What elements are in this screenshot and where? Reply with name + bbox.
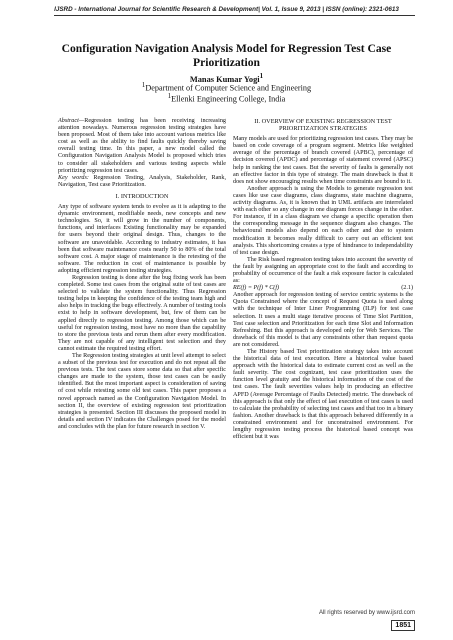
- intro-paragraph-3: The Regression testing strategies at unit level attempt to select a subset of the previous test for execution and do not repeat all the previous tests. The test cases store some data so that after specific changes are made to the system, those test cases can be easily identified. But the most important aspect is consideration of saving of cost while retesting some old test cases. This paper proposes a novel approach named as the Configuration Navigation Model. In section II, the overview of existing regression test prioritization strategies is presented. Section III discusses the proposed model in details and section IV indicates the Challenges posed for the model and concludes with the plan for future research in section V.: [58, 353, 226, 430]
- section-2-heading: II. OVERVIEW OF EXISTING REGRESSION TEST PRIORITIZATION STRATEGIES: [254, 118, 392, 133]
- affiliation-1: [0, 82, 453, 93]
- equation-number: (2.1): [401, 285, 413, 292]
- right-column: [233, 118, 413, 441]
- overview-paragraph-4: Another approach for regression testing of service centric systems is the Quota Constrained where the concept of Request Quota is used along with the technique of Inter Liner Programming (ILP) for test case selection. It uses a multi stage iterative process of Time Slot Partition, Test case selection and Prioritization for each time Slot and Information Refreshing. But this approach is developed only for Web Services. The drawback of this model is that any constraints other than request quota are not considered.: [233, 292, 413, 348]
- page-number: 1851: [391, 620, 415, 631]
- keywords-text: Regression Testing, Analysis, Stakeholder, Rank, Navigation, Test case Prioritization.: [58, 174, 226, 188]
- affiliation-1-sup: 1: [141, 82, 146, 89]
- keywords-label: Key words:: [58, 174, 89, 181]
- intro-paragraph-2: Regression testing is done after the bug fixing work has been completed. Some test cases from the original suite of test cases are selected to validate the system functionality. Thus Regression testing helps in keeping the confidence of the testing team high and also helps in tracking the bugs effectively. A number of testing tools exist to help in software development, but, few of them can be applied directly to regression testing. Among those which can be useful for regression testing, most have no more than the capability to store the previous tests and rerun them after every modification. They are not capable of any intelligent test selection and they cannot estimate the required testing effort.: [58, 274, 226, 352]
- author-name: Manas Kumar Yogi: [189, 74, 260, 84]
- footer-text: All rights reserved by www.ijsrd.com: [318, 610, 415, 616]
- equation: RE(f) = P(f) * C(f): [233, 285, 280, 292]
- affiliation-1-text: Department of Computer Science and Engineering: [145, 83, 312, 93]
- intro-paragraph-1: Any type of software system tends to evolve as it is adapting to the dynamic environment, modifiable needs, new concepts and new technologies. So, it will grow in the number of components, functions, and interfaces Existing functionality may be expanded for users beyond their original design. Thus, changes to the software are unavoidable. According to industry estimates, it has been that software maintenance costs nearly 50 to 80% of the total software cost. A major stage of maintenance is the retesting of the software. The reduction in cost of maintenance is possible by adopting efficient regression testing strategies.: [58, 204, 226, 274]
- affiliation-2-sup: 1: [167, 93, 172, 100]
- affiliation-2-text: Ellenki Engineering College, India: [171, 94, 286, 104]
- abstract-label: Abstract—: [58, 118, 85, 124]
- author-sup: 1: [259, 72, 264, 80]
- overview-paragraph-1: Many models are used for prioritizing regression test cases. They may be based on code coverage of a program segment. Metrics like weighted average of the percentage of branch covered (APBC), percentage of decision covered (APDC) and percentage of statement covered (APSC) help in ranking the test cases. But the severity of faults is generally not an effective factor in this type of strategy. The main drawback is that it does not show encouraging results when time constraints are bound to it.: [233, 136, 413, 185]
- abstract: [58, 118, 226, 175]
- journal-header: IJSRD - International Journal for Scientific Research & Development| Vol. 1, Issue 9, 2013 | ISSN (online): 2321-0613: [54, 6, 399, 13]
- left-column: [58, 118, 226, 431]
- overview-paragraph-3: The Risk based regression testing takes into account the severity of the fault by assigning an appropriate cost to the fault and according to probability of occurrence of the fault a risk exposure factor is calculated as:: [233, 256, 413, 285]
- overview-paragraph-2: Another approach is using the Models to generate regression test cases like use case diagrams, class diagrams, state machine diagrams, activity diagrams. As, it is known that in UML artifacts are interrelated with each other so any change in one diagram forces change in the other. For instance, if in a class diagram we change a specific operation then the corresponding message in the sequence diagram also changes. The behavioural models also depend on each other and due to system modification it becomes really difficult to carry out an efficient test analysis. This shortcoming creates a type of hindrance to independability of test case design.: [233, 185, 413, 256]
- abstract-text: Regression testing has been receiving increasing attention nowadays. Numerous regression testing strategies have been proposed. Most of them take into account various metrics like cost as well as the ability to find faults quickly thereby saving overall testing time. In this paper, a new model called the Configuration Navigation Analysis Model is proposed which tries to consider all stakeholders and various testing aspects while prioritizing regression test cases.: [58, 118, 226, 174]
- affiliation-2: [0, 93, 453, 104]
- section-1-heading: I. INTRODUCTION: [115, 192, 169, 200]
- keywords: [58, 175, 226, 189]
- header-rule: [54, 15, 415, 16]
- paper-title: Configuration Navigation Analysis Model for Regression Test Case Prioritization: [61, 42, 392, 69]
- overview-paragraph-5: The History based Test prioritization strategy takes into account the historical data of test execution. Here a historical value based approach with the historical data to estimate current cost as well as the fault severity. The cost cognizant, test case prioritization uses the function level gratuity and the historical information of the cost of the test cases. The fault severities values help in producing an effective APFD (Average Percentage of Faults Detected) metric. The drawback of this approach is that only the effect of last execution of test cases is used to calculate the probability of selecting test cases and that too in a binary fashion. Another drawback is that this approach behaved differently in a constrained environment and for unconstrained environment. For lengthy regression testing process the historical based concept was efficient but it was: [233, 349, 413, 441]
